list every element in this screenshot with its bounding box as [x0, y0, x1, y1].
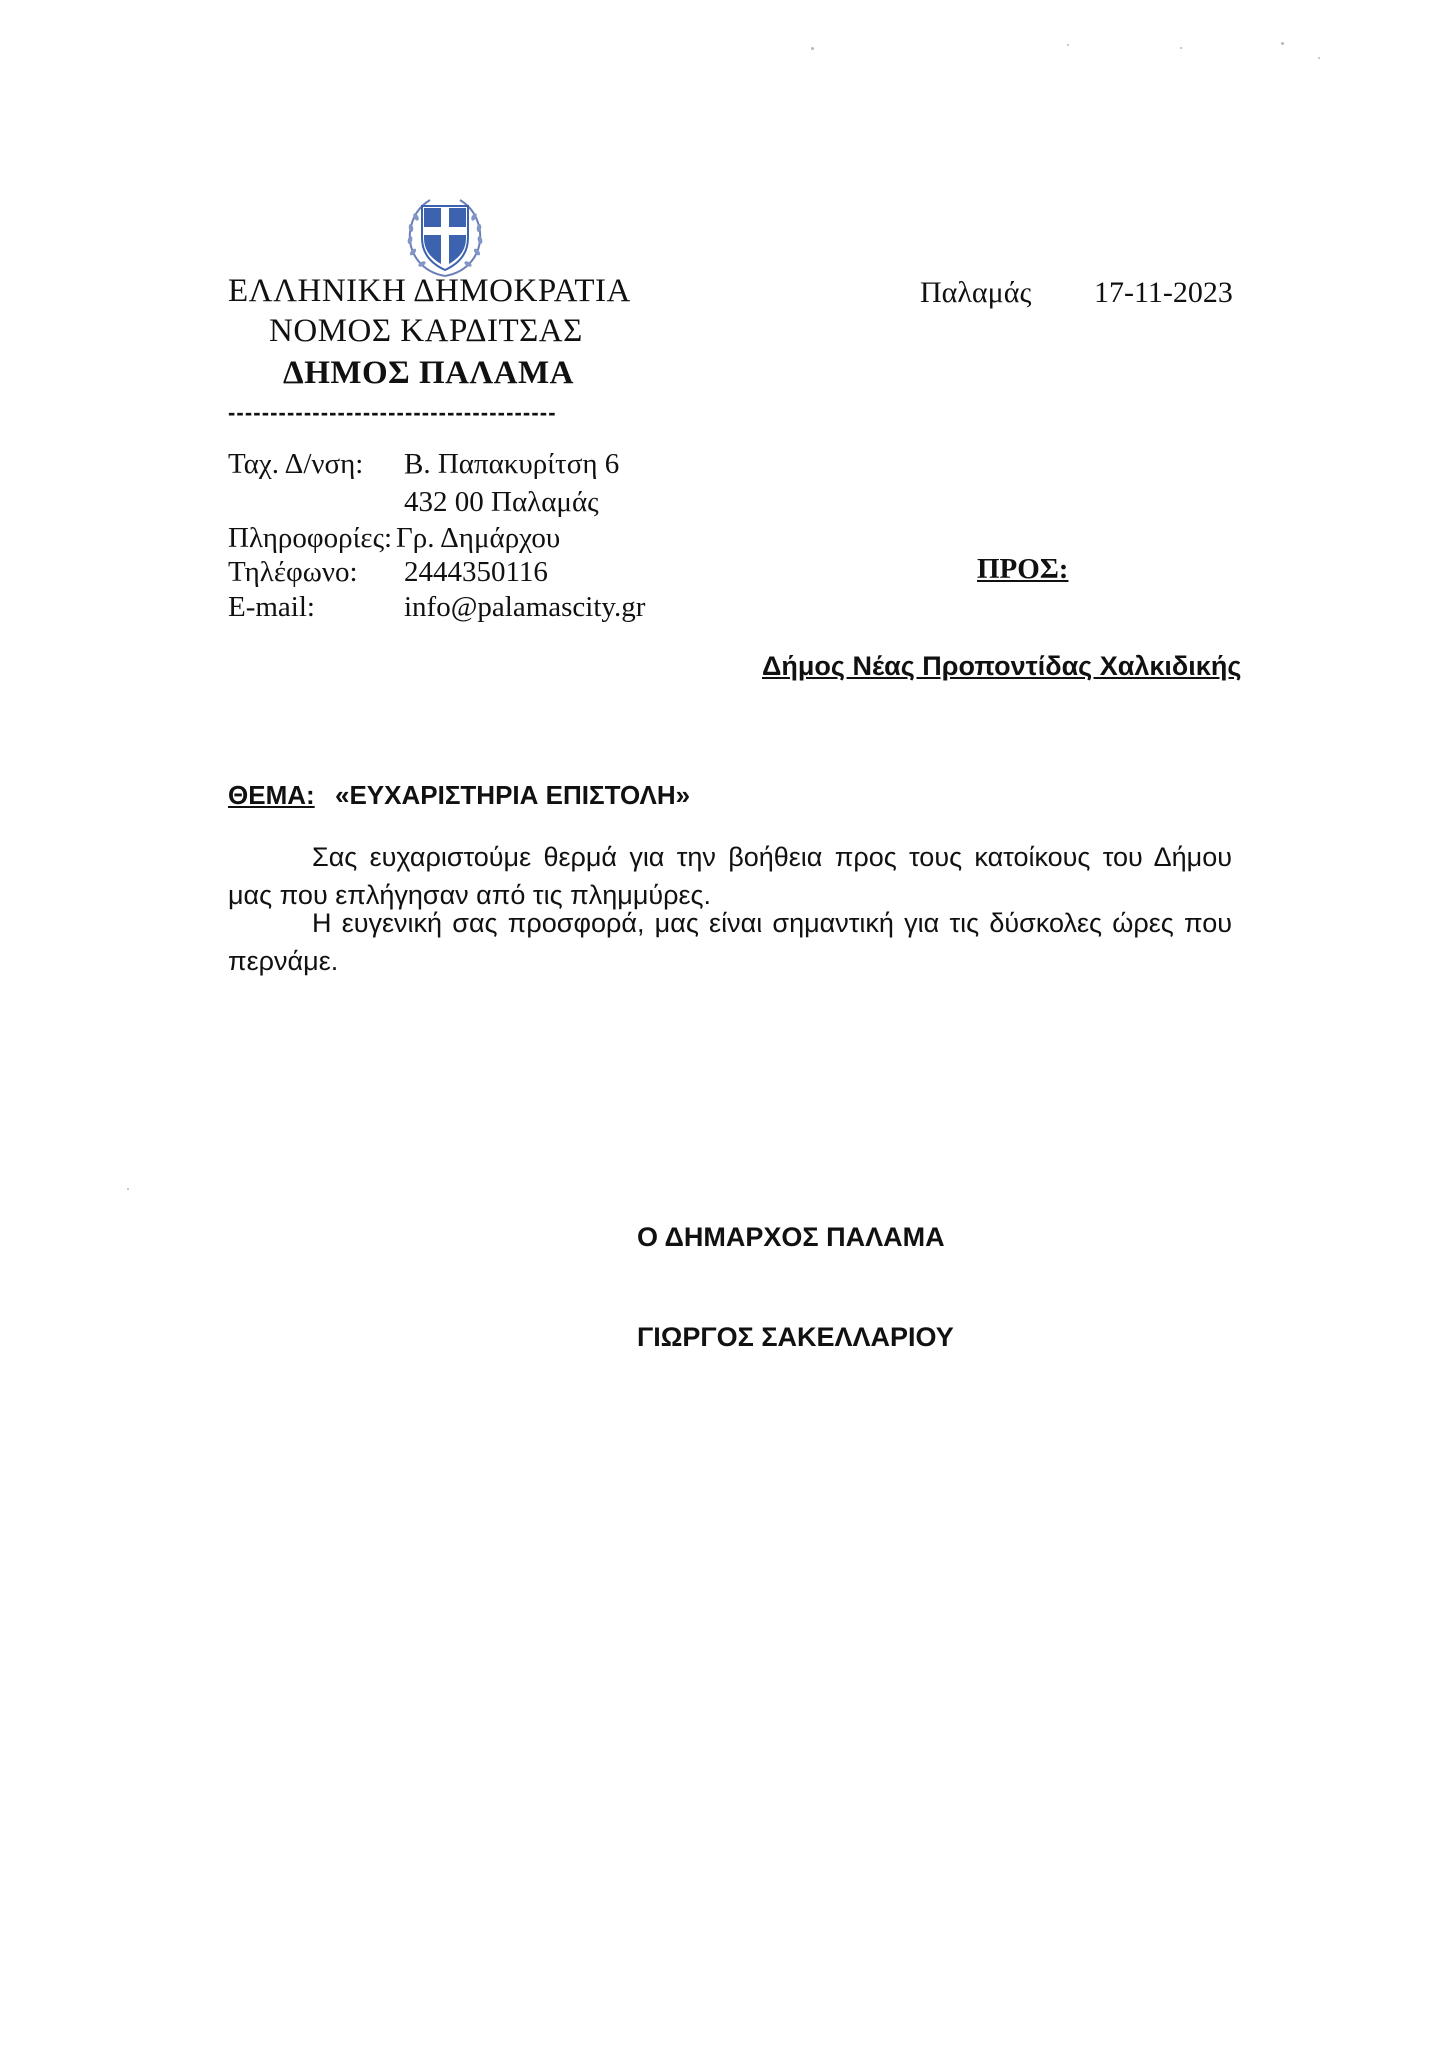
phone-value: 2444350116 — [404, 556, 548, 588]
address-line-2: 432 00 Παλαμάς — [404, 486, 599, 518]
document-date: 17-11-2023 — [1094, 276, 1233, 309]
scan-speck — [1180, 47, 1182, 49]
scan-speck — [1067, 44, 1069, 46]
body-paragraph-2: Η ευγενική σας προσφορά, μας είναι σημαντική για τις δύσκολες ώρες που περνάμε. — [228, 908, 1232, 976]
info-value: Γρ. Δημάρχου — [396, 522, 561, 554]
greek-coat-of-arms-icon — [400, 192, 490, 282]
subject-label: ΘΕΜΑ: — [228, 780, 315, 810]
header-divider: --------------------------------------- — [228, 400, 557, 425]
scan-speck — [1281, 42, 1284, 45]
recipient-name: Δήμος Νέας Προποντίδας Χαλκιδικής — [762, 651, 1242, 681]
header-prefecture: ΝΟΜΟΣ ΚΑΡΔΙΤΣΑΣ — [269, 313, 583, 349]
signature-name: ΓΙΩΡΓΟΣ ΣΑΚΕΛΛΑΡΙΟΥ — [637, 1322, 954, 1352]
scan-speck — [127, 1188, 129, 1190]
signature-title: Ο ΔΗΜΑΡΧΟΣ ΠΑΛΑΜΑ — [637, 1222, 945, 1252]
email-value: info@palamascity.gr — [404, 591, 646, 623]
email-label: E-mail: — [228, 591, 315, 623]
scan-speck — [1318, 57, 1320, 59]
scan-speck — [811, 47, 814, 50]
address-label: Ταχ. Δ/νση: — [228, 448, 364, 480]
recipient-label: ΠΡΟΣ: — [977, 553, 1069, 585]
info-label: Πληροφορίες: — [228, 522, 393, 554]
phone-label: Τηλέφωνο: — [228, 556, 358, 588]
date-place: Παλαμάς — [920, 276, 1032, 309]
body-paragraph-1: Σας ευχαριστούμε θερμά για την βοήθεια προς τους κατοίκους του Δήμου μας που επλήγησαν από τις πλημμύρες. — [228, 842, 1232, 910]
header-municipality: ΔΗΜΟΣ ΠΑΛΑΜΑ — [283, 355, 574, 391]
address-line-1: Β. Παπακυρίτση 6 — [404, 448, 620, 480]
subject-text: «ΕΥΧΑΡΙΣΤΗΡΙΑ ΕΠΙΣΤΟΛΗ» — [335, 780, 691, 810]
header-country: ΕΛΛΗΝΙΚΗ ΔΗΜΟΚΡΑΤΙΑ — [228, 273, 631, 309]
